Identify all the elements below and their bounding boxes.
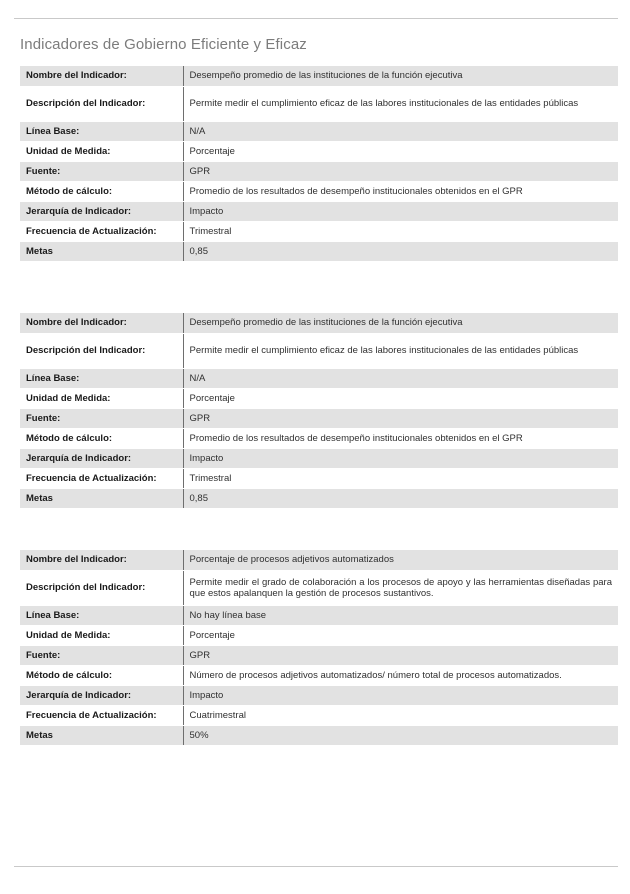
- table-row: [20, 388, 618, 408]
- row-label: Jerarquía de Indicador:: [20, 448, 183, 468]
- row-value: N/A: [183, 121, 618, 141]
- table-row: [20, 161, 618, 181]
- row-value: Impacto: [183, 448, 618, 468]
- row-value: Promedio de los resultados de desempeño institucionales obtenidos en el GPR: [183, 181, 618, 201]
- table-row: [20, 86, 618, 121]
- indicator-table-2: [20, 313, 618, 509]
- row-value: Cuatrimestral: [183, 705, 618, 725]
- row-label: Unidad de Medida:: [20, 141, 183, 161]
- row-value: Porcentaje de procesos adjetivos automatizados: [183, 550, 618, 570]
- table-row: [20, 605, 618, 625]
- table-row: [20, 625, 618, 645]
- table-row: [20, 685, 618, 705]
- row-value: 0,85: [183, 241, 618, 261]
- table-row: [20, 570, 618, 605]
- row-label: Metas: [20, 725, 183, 745]
- row-label: Nombre del Indicador:: [20, 313, 183, 333]
- row-value: 0,85: [183, 488, 618, 508]
- row-label: Metas: [20, 488, 183, 508]
- bottom-divider: [14, 866, 618, 867]
- table-row: [20, 468, 618, 488]
- row-label: Método de cálculo:: [20, 428, 183, 448]
- table-row: [20, 221, 618, 241]
- row-label: Frecuencia de Actualización:: [20, 468, 183, 488]
- row-label: Línea Base:: [20, 121, 183, 141]
- top-divider: [14, 18, 618, 19]
- table-row: [20, 66, 618, 86]
- row-value: Porcentaje: [183, 388, 618, 408]
- table-row: [20, 121, 618, 141]
- row-label: Nombre del Indicador:: [20, 66, 183, 86]
- table-row: [20, 141, 618, 161]
- row-label: Línea Base:: [20, 368, 183, 388]
- row-value: Número de procesos adjetivos automatizados/ número total de procesos automatizados.: [183, 665, 618, 685]
- row-value: Permite medir el cumplimiento eficaz de las labores institucionales de las entidades públicas: [183, 333, 618, 368]
- table-row: [20, 705, 618, 725]
- row-value: Impacto: [183, 685, 618, 705]
- row-label: Frecuencia de Actualización:: [20, 221, 183, 241]
- row-label: Metas: [20, 241, 183, 261]
- row-label: Nombre del Indicador:: [20, 550, 183, 570]
- row-label: Método de cálculo:: [20, 181, 183, 201]
- row-label: Método de cálculo:: [20, 665, 183, 685]
- table-row: [20, 550, 618, 570]
- table-row: [20, 313, 618, 333]
- table-row: [20, 241, 618, 261]
- row-label: Fuente:: [20, 161, 183, 181]
- page-title: Indicadores de Gobierno Eficiente y Eficaz: [20, 36, 307, 53]
- indicator-table-3: [20, 550, 618, 746]
- row-value: Promedio de los resultados de desempeño institucionales obtenidos en el GPR: [183, 428, 618, 448]
- table-row: [20, 448, 618, 468]
- indicator-table-1: [20, 66, 618, 262]
- row-value: 50%: [183, 725, 618, 745]
- row-label: Descripción del Indicador:: [20, 570, 183, 605]
- table-row: [20, 181, 618, 201]
- row-label: Frecuencia de Actualización:: [20, 705, 183, 725]
- table-row: [20, 333, 618, 368]
- table-row: [20, 408, 618, 428]
- row-value: GPR: [183, 161, 618, 181]
- row-value: Porcentaje: [183, 625, 618, 645]
- table-row: [20, 488, 618, 508]
- row-value: Trimestral: [183, 468, 618, 488]
- row-value: GPR: [183, 408, 618, 428]
- row-value: Desempeño promedio de las instituciones de la función ejecutiva: [183, 313, 618, 333]
- row-label: Unidad de Medida:: [20, 388, 183, 408]
- row-label: Jerarquía de Indicador:: [20, 685, 183, 705]
- table-row: [20, 428, 618, 448]
- row-label: Fuente:: [20, 645, 183, 665]
- row-value: No hay línea base: [183, 605, 618, 625]
- row-value: Permite medir el cumplimiento eficaz de las labores institucionales de las entidades públicas: [183, 86, 618, 121]
- table-row: [20, 201, 618, 221]
- row-value: Trimestral: [183, 221, 618, 241]
- table-row: [20, 725, 618, 745]
- row-value: Permite medir el grado de colaboración a los procesos de apoyo y las herramientas diseñadas para que estos apalanquen la gestión de procesos sustantivos.: [183, 570, 618, 605]
- row-value: N/A: [183, 368, 618, 388]
- row-label: Descripción del Indicador:: [20, 86, 183, 121]
- row-label: Descripción del Indicador:: [20, 333, 183, 368]
- row-label: Unidad de Medida:: [20, 625, 183, 645]
- row-value: Impacto: [183, 201, 618, 221]
- table-row: [20, 645, 618, 665]
- table-row: [20, 665, 618, 685]
- row-label: Fuente:: [20, 408, 183, 428]
- row-label: Línea Base:: [20, 605, 183, 625]
- row-value: Porcentaje: [183, 141, 618, 161]
- row-value: GPR: [183, 645, 618, 665]
- row-value: Desempeño promedio de las instituciones de la función ejecutiva: [183, 66, 618, 86]
- table-row: [20, 368, 618, 388]
- row-label: Jerarquía de Indicador:: [20, 201, 183, 221]
